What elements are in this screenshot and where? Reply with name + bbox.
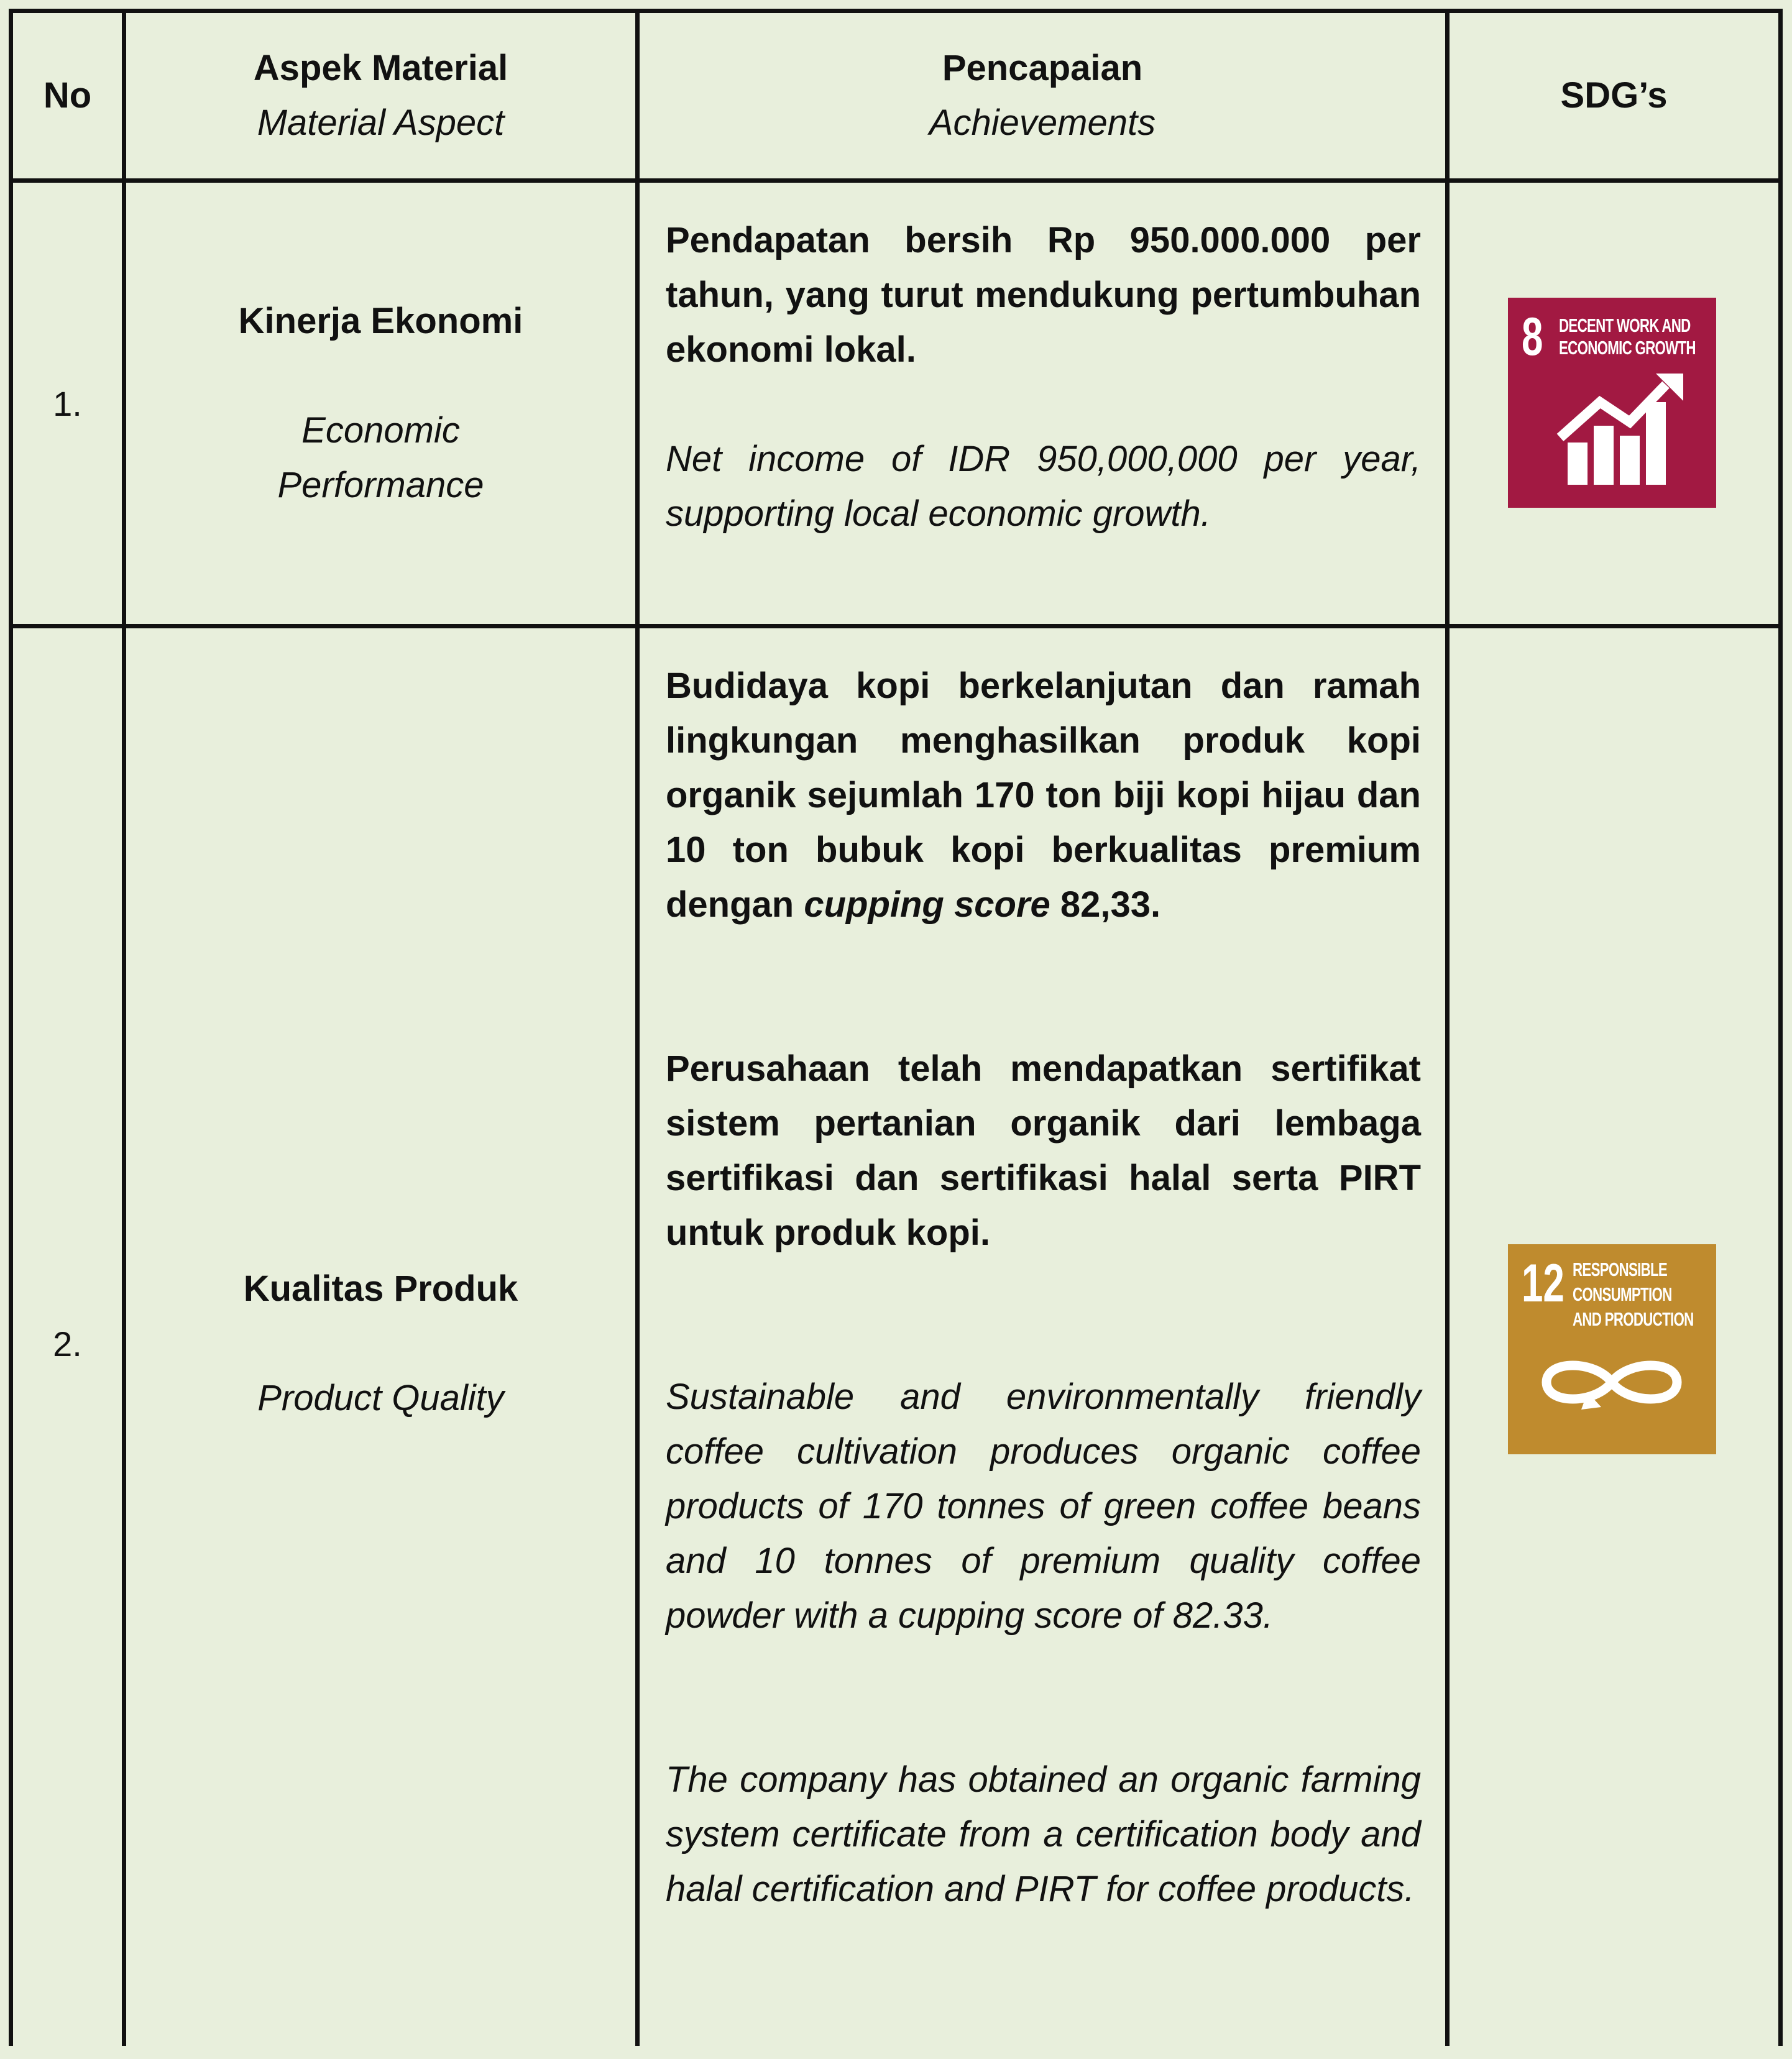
aspect-title-en: Economic — [301, 410, 460, 451]
aspect-title-en: Product Quality — [257, 1378, 504, 1418]
growth-chart-icon — [1508, 298, 1716, 508]
sdg-label: CONSUMPTION — [1573, 1283, 1672, 1305]
column-divider — [9, 9, 13, 2046]
sdg-12-badge — [1508, 1244, 1716, 1454]
cupping-score-term: cupping score — [804, 884, 1050, 925]
row-number: 2. — [53, 1324, 82, 1364]
row-divider — [9, 624, 1783, 628]
row-2-no — [13, 628, 122, 2059]
achievement-text: 82,33. — [1050, 884, 1161, 925]
sdg-label: AND PRODUCTION — [1573, 1308, 1694, 1330]
header-achievement-id: Pencapaian — [942, 48, 1143, 88]
header-no — [13, 13, 122, 178]
row-1-aspect — [126, 183, 635, 624]
header-no-label: No — [43, 75, 92, 116]
infinity-loop-icon — [1508, 1244, 1716, 1454]
achievement-en-text: Sustainable and environmentally friendly coffee cultivation produces organic coffee products of 170 tonnes of green coffee beans and 10 tonnes of premium quality coffee powder with a cupping score of 82.33. — [666, 1377, 1421, 1636]
header-aspect — [126, 13, 635, 178]
sdg-label: RESPONSIBLE — [1573, 1259, 1668, 1280]
achievement-id-text — [666, 659, 1421, 932]
header-achievement — [640, 13, 1445, 178]
header-achievement-en: Achievements — [929, 103, 1156, 143]
header-sdg-label: SDG’s — [1560, 75, 1668, 116]
achievement-en-text: The company has obtained an organic farming system certificate from a certification body and halal certification and PIRT for coffee products. — [666, 1759, 1421, 1909]
achievement-text: Budidaya kopi berkelanjutan dan ramah lingkungan menghasilkan produk kopi organik sejumlah 170 ton biji kopi hijau dan 10 ton bubuk kopi berkualitas premium dengan — [666, 666, 1421, 925]
row-1-no — [13, 183, 122, 624]
aspect-title-en: Performance — [277, 465, 484, 505]
row-2-aspect — [126, 628, 635, 2059]
header-sdg — [1450, 13, 1778, 178]
column-divider — [1445, 9, 1450, 2046]
sdg-8-badge — [1508, 298, 1716, 508]
sdg-number: 8 — [1522, 307, 1543, 367]
sdg-label: DECENT WORK AND — [1559, 314, 1691, 336]
table-border-top — [9, 9, 1783, 13]
column-divider — [1778, 9, 1783, 2046]
aspect-title-id: Kualitas Produk — [243, 1268, 518, 1309]
aspect-title-id: Kinerja Ekonomi — [238, 301, 523, 341]
achievement-en-text: Net income of IDR 950,000,000 per year, supporting local economic growth. — [666, 439, 1421, 534]
achievement-id-text: Pendapatan bersih Rp 950.000.000 per tahun, yang turut mendukung pertumbuhan ekonomi lokal. — [666, 220, 1421, 370]
header-row-divider — [9, 178, 1783, 183]
sdg-label: ECONOMIC GROWTH — [1559, 337, 1696, 359]
column-divider — [635, 9, 640, 2046]
row-number: 1. — [53, 383, 82, 423]
header-aspect-id: Aspek Material — [253, 48, 508, 88]
sdg-number: 12 — [1522, 1254, 1565, 1313]
achievement-id-text: Perusahaan telah mendapatkan sertifikat sistem pertanian organik dari lembaga sertifikasi dan sertifikasi halal serta PIRT untuk produk kopi. — [666, 1048, 1421, 1253]
header-aspect-en: Material Aspect — [257, 103, 505, 143]
column-divider — [122, 9, 126, 2046]
